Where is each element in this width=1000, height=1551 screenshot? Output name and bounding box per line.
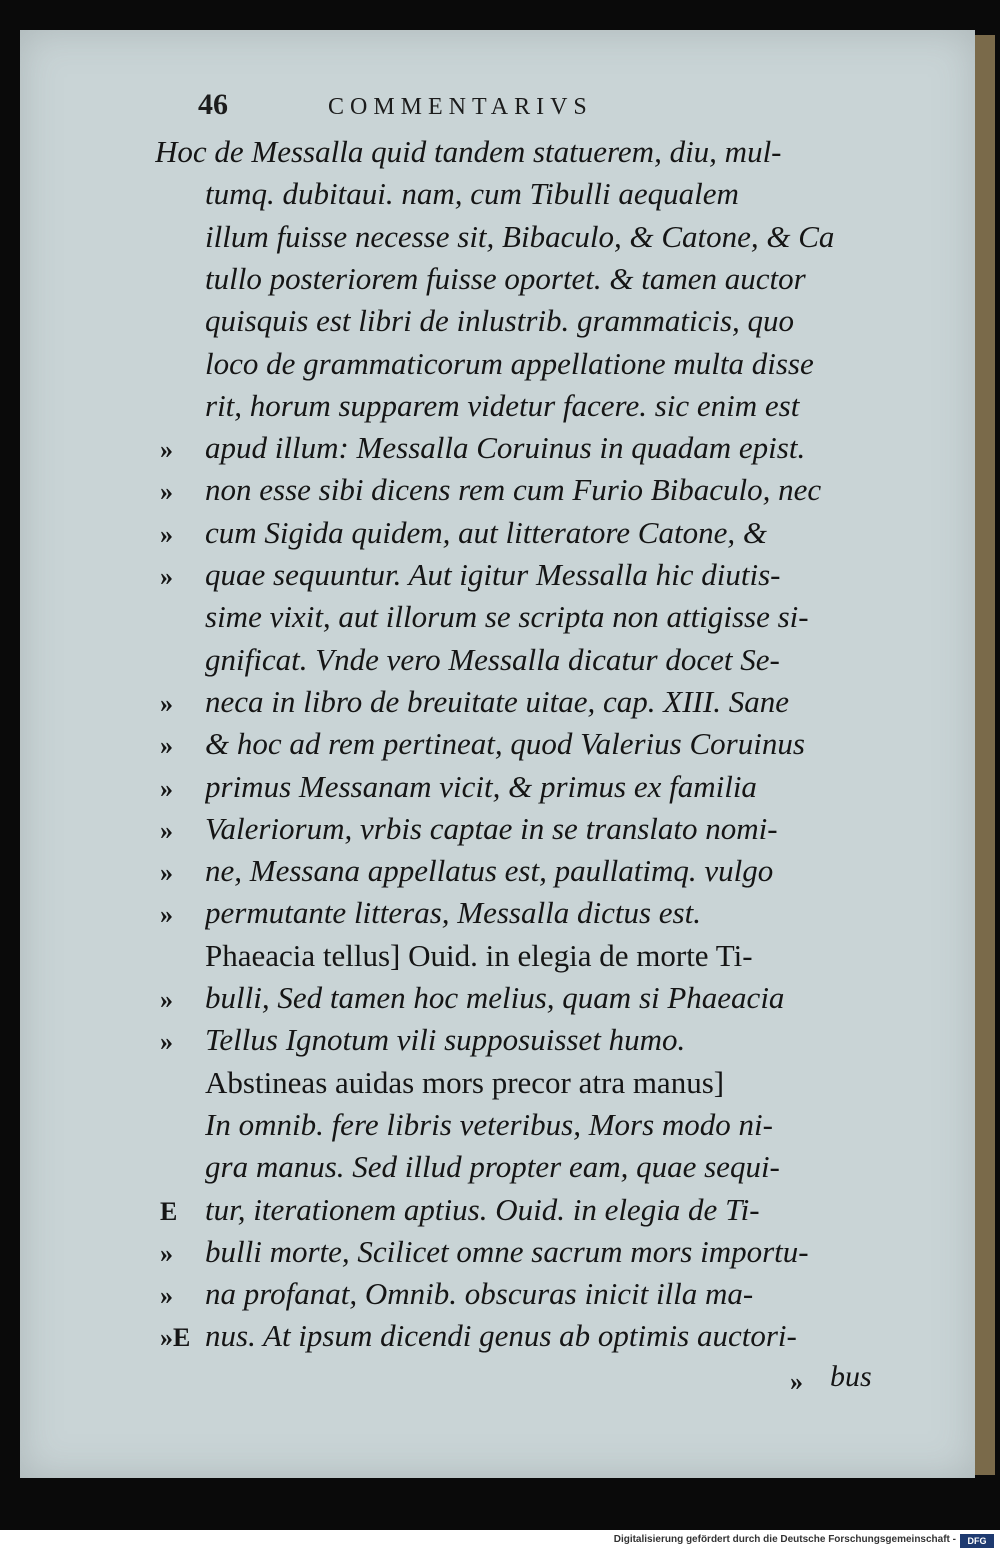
page-number: 46 xyxy=(198,88,228,121)
text-line: quisquis est libri de inlustrib. grammaticis, quo xyxy=(205,303,795,339)
margin-quote-mark: » xyxy=(160,900,173,930)
dfg-logo: DFG xyxy=(960,1534,994,1548)
margin-quote-mark: » xyxy=(160,731,173,761)
text-line: & hoc ad rem pertineat, quod Valerius Coruinus xyxy=(205,726,805,762)
margin-quote-mark: » xyxy=(160,1238,173,1268)
margin-quote-mark: » xyxy=(160,435,173,465)
text-line: primus Messanam vicit, & primus ex familia xyxy=(205,768,757,804)
text-line: Abstineas auidas mors precor atra manus] xyxy=(205,1064,725,1100)
running-head-title: COMMENTARIVS xyxy=(328,94,593,120)
margin-quote-mark: » xyxy=(160,519,173,549)
text-line: apud illum: Messalla Coruinus in quadam epist. xyxy=(205,430,806,466)
page-edge xyxy=(975,35,995,1475)
margin-quote-mark: »E xyxy=(160,1323,191,1353)
margin-quote-mark: » xyxy=(160,562,173,591)
margin-quote-mark: » xyxy=(160,1281,173,1311)
margin-quote-mark: » xyxy=(160,985,173,1014)
margin-quote-mark: » xyxy=(160,688,173,718)
catchword-mark: » xyxy=(790,1367,803,1396)
text-line: Hoc de Messalla quid tandem statuerem, diu, mul- xyxy=(155,134,782,169)
text-line: loco de grammaticorum appellatione multa disse xyxy=(205,345,814,381)
text-line: quae sequuntur. Aut igitur Messalla hic diutis- xyxy=(205,557,781,592)
text-line: rit, horum supparem videtur facere. sic enim est xyxy=(205,387,800,423)
text-line: permutante litteras, Messalla dictus est. xyxy=(205,895,701,931)
margin-quote-mark: » xyxy=(160,815,173,845)
text-line: non esse sibi dicens rem cum Furio Bibaculo, nec xyxy=(205,472,822,508)
text-line: cum Sigida quidem, aut litteratore Catone, & xyxy=(205,514,767,550)
footer-credit: Digitalisierung gefördert durch die Deutsche Forschungsgemeinschaft - xyxy=(613,1534,956,1545)
text-line: nus. At ipsum dicendi genus ab optimis auctori- xyxy=(205,1318,797,1354)
margin-quote-mark: » xyxy=(160,1027,173,1057)
text-line: Tellus Ignotum vili supposuisset humo. xyxy=(205,1022,686,1058)
text-line: ne, Messana appellatus est, paullatimq. vulgo xyxy=(205,853,774,889)
text-line: Valeriorum, vrbis captae in se translato nomi- xyxy=(205,810,778,846)
text-line: gnificat. Vnde vero Messalla dicatur docet Se- xyxy=(205,641,780,677)
text-line: In omnib. fere libris veteribus, Mors modo ni- xyxy=(205,1106,773,1142)
text-line: na profanat, Omnib. obscuras inicit illa ma- xyxy=(205,1276,754,1312)
margin-quote-mark: » xyxy=(160,773,173,803)
text-line: bulli morte, Scilicet omne sacrum mors importu- xyxy=(205,1233,809,1269)
catchword: bus xyxy=(830,1360,872,1393)
margin-quote-mark: » xyxy=(160,858,173,888)
footer-bar xyxy=(0,1532,1000,1551)
text-line: sime vixit, aut illorum se scripta non attigisse si- xyxy=(205,599,809,635)
text-line: bulli, Sed tamen hoc melius, quam si Phaeacia xyxy=(205,980,785,1015)
margin-quote-mark: » xyxy=(160,477,173,507)
text-line: tullo posteriorem fuisse oportet. & tamen auctor xyxy=(205,260,806,296)
text-line: tumq. dubitaui. nam, cum Tibulli aequalem xyxy=(205,176,739,212)
margin-quote-mark: E xyxy=(160,1196,178,1226)
text-line: tur, iterationem aptius. Ouid. in elegia de Ti- xyxy=(205,1191,760,1227)
text-line: illum fuisse necesse sit, Bibaculo, & Catone, & Ca xyxy=(205,218,835,254)
text-line: gra manus. Sed illud propter eam, quae sequi- xyxy=(205,1149,780,1185)
text-line: neca in libro de breuitate uitae, cap. XIII. Sane xyxy=(205,683,789,719)
text-line: Phaeacia tellus] Ouid. in elegia de morte Ti- xyxy=(205,937,753,973)
